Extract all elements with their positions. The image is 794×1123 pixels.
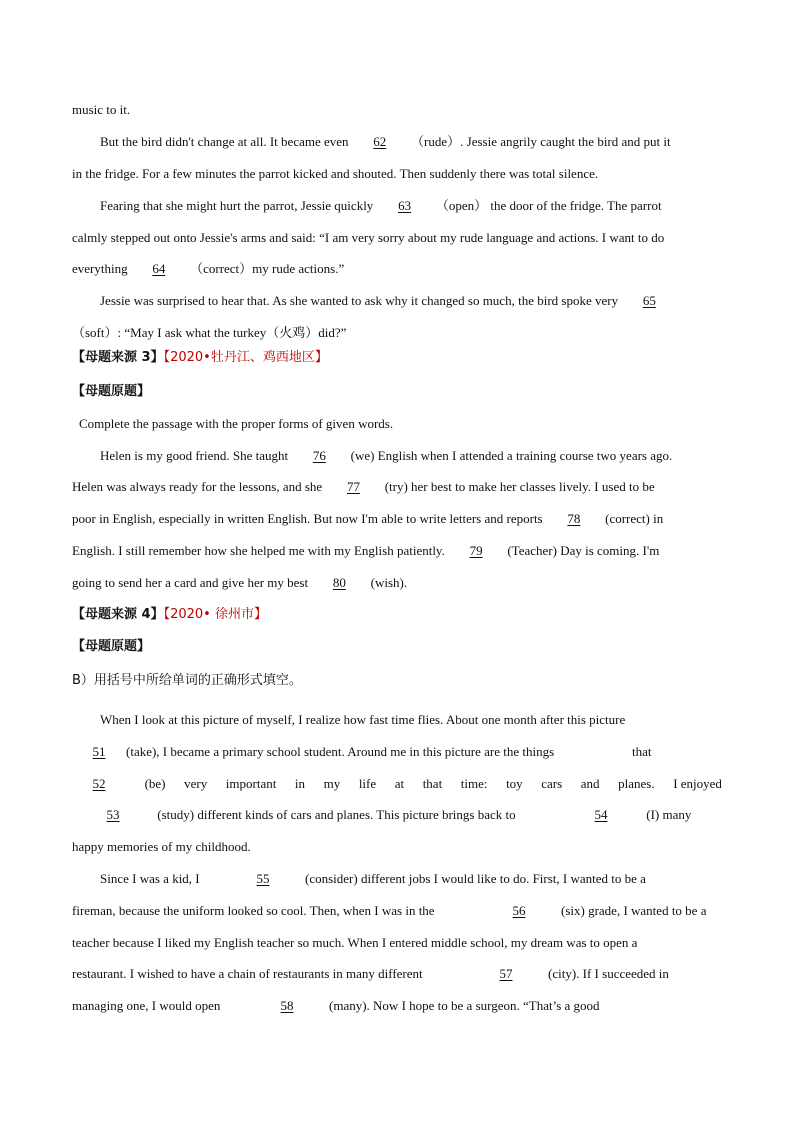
blank-80[interactable]: 80 (332, 575, 346, 590)
s3-line-2 (72, 478, 722, 496)
text: (we) English when I attended a training course two years ago. (347, 448, 673, 463)
text: calmly stepped out onto Jessie's arms and said: “I am very sorry about my rude language and actions. I want to do (72, 230, 665, 245)
passage-line-6 (72, 260, 722, 278)
text: （open） the door of the fridge. The parrot (432, 198, 662, 213)
text: (wish). (367, 575, 408, 590)
s3-line-1 (100, 447, 722, 465)
text: (Teacher) Day is coming. I'm (504, 543, 660, 558)
text: (city). If I succeeded in (548, 966, 669, 981)
source-origin: 【2020•牡丹江、鸡西地区】 (163, 350, 328, 365)
text: that (422, 776, 443, 791)
text: Jessie was surprised to hear that. As she wanted to ask why it changed so much, the bird spoke very (100, 293, 622, 308)
blank-55[interactable]: 55 (256, 871, 270, 886)
text: (I) many (643, 807, 692, 822)
text: (many). Now I hope to be a surgeon. “That’s a good (329, 998, 600, 1013)
s4-line-1 (100, 711, 722, 729)
text: in the fridge. For a few minutes the parrot kicked and shouted. Then suddenly there was total silence. (72, 166, 599, 181)
text: my (323, 776, 341, 791)
blank-56[interactable]: 56 (512, 903, 526, 918)
s4-line-3 (72, 775, 722, 793)
blank-53[interactable]: 53 (106, 807, 120, 822)
text: (be) (144, 776, 166, 791)
text: (study) different kinds of cars and planes. This picture brings back to (154, 807, 516, 822)
text: I enjoyed (673, 776, 722, 791)
s4-line-6 (100, 870, 722, 888)
passage-line-4 (100, 197, 722, 215)
text: music to it. (72, 102, 131, 117)
blank-64[interactable]: 64 (152, 261, 166, 276)
text: English. I still remember how she helped me with my English patiently. (72, 543, 449, 558)
s4-line-8 (72, 934, 722, 952)
instruction-text: B）用括号中所给单词的正确形式填空。 (72, 673, 302, 688)
text: (try) her best to make her classes lively. I used to be (381, 479, 655, 494)
text: that (632, 744, 652, 759)
text: time: (460, 776, 488, 791)
passage-line-7 (100, 292, 722, 310)
passage-line-8 (72, 324, 722, 342)
text: Helen was always ready for the lessons, and she (72, 479, 326, 494)
text: Since I was a kid, I (100, 871, 200, 886)
passage-line-2 (100, 133, 722, 151)
text: （correct）my rude actions.” (186, 261, 345, 276)
text: (correct) in (601, 511, 664, 526)
s4-line-2 (72, 743, 722, 761)
text: everything (72, 261, 131, 276)
text: (consider) different jobs I would like to do. First, I wanted to be a (305, 871, 646, 886)
s3-line-3 (72, 510, 722, 528)
source-origin: 【2020• 徐州市】 (163, 607, 267, 622)
instruction-4 (72, 672, 302, 690)
blank-54[interactable]: 54 (594, 807, 608, 822)
original-label: 【母题原题】 (72, 384, 151, 399)
text: restaurant. I wished to have a chain of restaurants in many different (72, 966, 423, 981)
blank-79[interactable]: 79 (469, 543, 483, 558)
text: and (580, 776, 600, 791)
s3-line-4 (72, 542, 722, 560)
text: toy (506, 776, 523, 791)
s4-line-4 (72, 806, 722, 824)
text: life (358, 776, 377, 791)
s4-line-7 (72, 902, 722, 920)
original-heading-3 (72, 383, 150, 401)
s3-line-5 (72, 574, 722, 592)
blank-65[interactable]: 65 (642, 293, 656, 308)
text: (take), I became a primary school student. Around me in this picture are the things (126, 744, 555, 759)
blank-78[interactable]: 78 (567, 511, 581, 526)
blank-62[interactable]: 62 (373, 134, 387, 149)
text: （soft）: “May I ask what the turkey（火鸡）did?” (72, 325, 347, 340)
text: Helen is my good friend. She taught (100, 448, 292, 463)
blank-63[interactable]: 63 (398, 198, 412, 213)
text: important (225, 776, 277, 791)
blank-76[interactable]: 76 (312, 448, 326, 463)
text: （rude）. Jessie angrily caught the bird and put it (407, 134, 671, 149)
source-heading-3 (72, 349, 328, 367)
text: fireman, because the uniform looked so cool. Then, when I was in the (72, 903, 435, 918)
text: happy memories of my childhood. (72, 839, 251, 854)
source-label: 【母题来源 4】 (72, 607, 164, 622)
text: Fearing that she might hurt the parrot, Jessie quickly (100, 198, 377, 213)
blank-52[interactable]: 52 (92, 776, 106, 791)
s4-line-5 (72, 838, 722, 856)
s4-line-9 (72, 965, 722, 983)
blank-58[interactable]: 58 (280, 998, 294, 1013)
blank-51[interactable]: 51 (92, 744, 106, 759)
passage-line-3 (72, 165, 722, 183)
source-heading-4 (72, 606, 267, 624)
original-heading-4 (72, 638, 150, 656)
blank-57[interactable]: 57 (499, 966, 513, 981)
text: at (394, 776, 405, 791)
text: teacher because I liked my English teacher so much. When I entered middle school, my dream was to open a (72, 935, 638, 950)
original-label: 【母题原题】 (72, 639, 151, 654)
s4-line-10 (72, 997, 722, 1015)
text: very (184, 776, 208, 791)
passage-line-1 (72, 101, 722, 119)
text: cars (541, 776, 563, 791)
blank-77[interactable]: 77 (346, 479, 360, 494)
text: managing one, I would open (72, 998, 221, 1013)
text: But the bird didn't change at all. It became even (100, 134, 352, 149)
text: planes. (618, 776, 655, 791)
source-label: 【母题来源 3】 (72, 350, 164, 365)
passage-line-5 (72, 229, 722, 247)
text: in (294, 776, 306, 791)
text: going to send her a card and give her my best (72, 575, 312, 590)
text: When I look at this picture of myself, I realize how fast time flies. About one month after this picture (100, 712, 626, 727)
text: poor in English, especially in written English. But now I'm able to write letters and reports (72, 511, 546, 526)
instruction-3 (79, 415, 729, 433)
text: (six) grade, I wanted to be a (561, 903, 707, 918)
instruction-text: Complete the passage with the proper forms of given words. (79, 416, 394, 431)
